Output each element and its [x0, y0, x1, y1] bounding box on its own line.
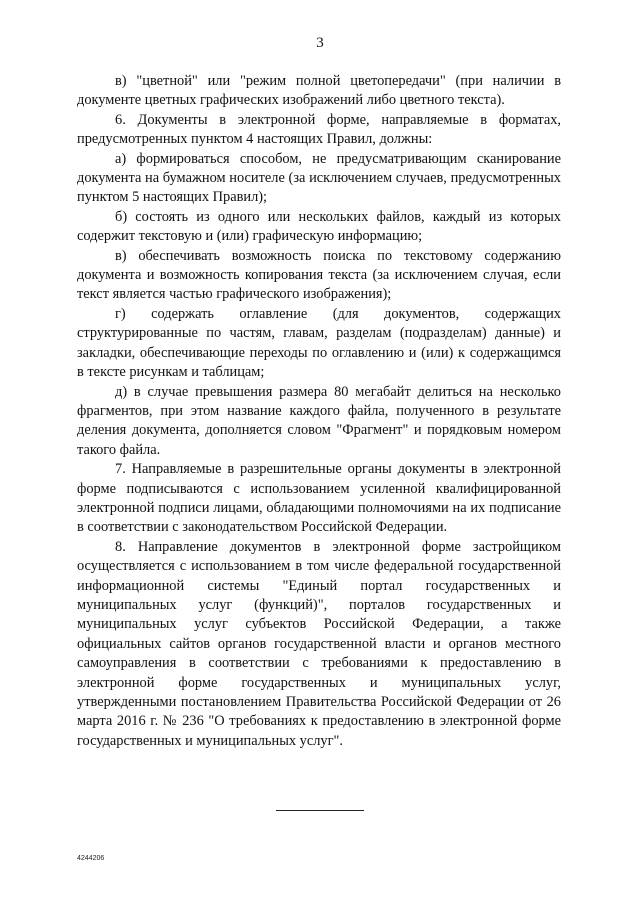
paragraph-6d: д) в случае превышения размера 80 мегабайт делиться на несколько фрагментов, при этом название каждого файла, полученного в результате деления документа, дополняется словом "Фрагмент" и порядковым номером такого файла. [77, 383, 561, 458]
paragraph-6v: в) обеспечивать возможность поиска по текстовому содержанию документа и возможность копирования текста (за исключением случая, если текст является частью графического изображения); [77, 247, 561, 303]
paragraph-6g: г) содержать оглавление (для документов, содержащих структурированные по частям, главам, разделам (подразделам) данные) и закладки, обеспечивающие переходы по оглавлению и (или) к содержащимся в тексте рисункам и таблицам; [77, 305, 561, 381]
paragraph-8: 8. Направление документов в электронной форме застройщиком осуществляется с использованием в том числе федеральной государственной информационной системы "Единый портал государственных и муниципальных услуг (функций)", порталов государственных и муниципальных услуг субъектов Российской Федерации, а также официальных сайтов органов государственной власти и органов местного самоуправления в соответствии с требованиями к предоставлению в электронной форме государственных и муниципальных услуг, утвержденными постановлением Правительства Российской Федерации от 26 марта 2016 г. № 236 "О требованиях к предоставлению в электронной форме государственных и муниципальных услуг". [77, 538, 561, 749]
paragraph-6a: а) формироваться способом, не предусматривающим сканирование документа на бумажном носителе (за исключением случаев, предусмотренных пунктом 5 настоящих Правил); [77, 150, 561, 206]
document-body [77, 72, 561, 751]
paragraph-5v-color-mode: в) "цветной" или "режим полной цветопередачи" (при наличии в документе цветных графических изображений либо цветного текста). [77, 73, 561, 109]
paragraph-7: 7. Направляемые в разрешительные органы документы в электронной форме подписываются с использованием усиленной квалифицированной электронной подписи лицами, обладающими полномочиями на их подписание в соответствии с законодательством Российской Федерации. [77, 461, 561, 536]
paragraph-6-intro: 6. Документы в электронной форме, направляемые в форматах, предусмотренных пунктом 4 настоящих Правил, должны: [77, 111, 561, 148]
document-code: 4244206 [77, 855, 105, 862]
end-separator-line [276, 810, 364, 811]
page-number: 3 [316, 35, 324, 51]
paragraph-6b: б) состоять из одного или нескольких файлов, каждый из которых содержит текстовую и (или) графическую информацию; [77, 208, 561, 245]
